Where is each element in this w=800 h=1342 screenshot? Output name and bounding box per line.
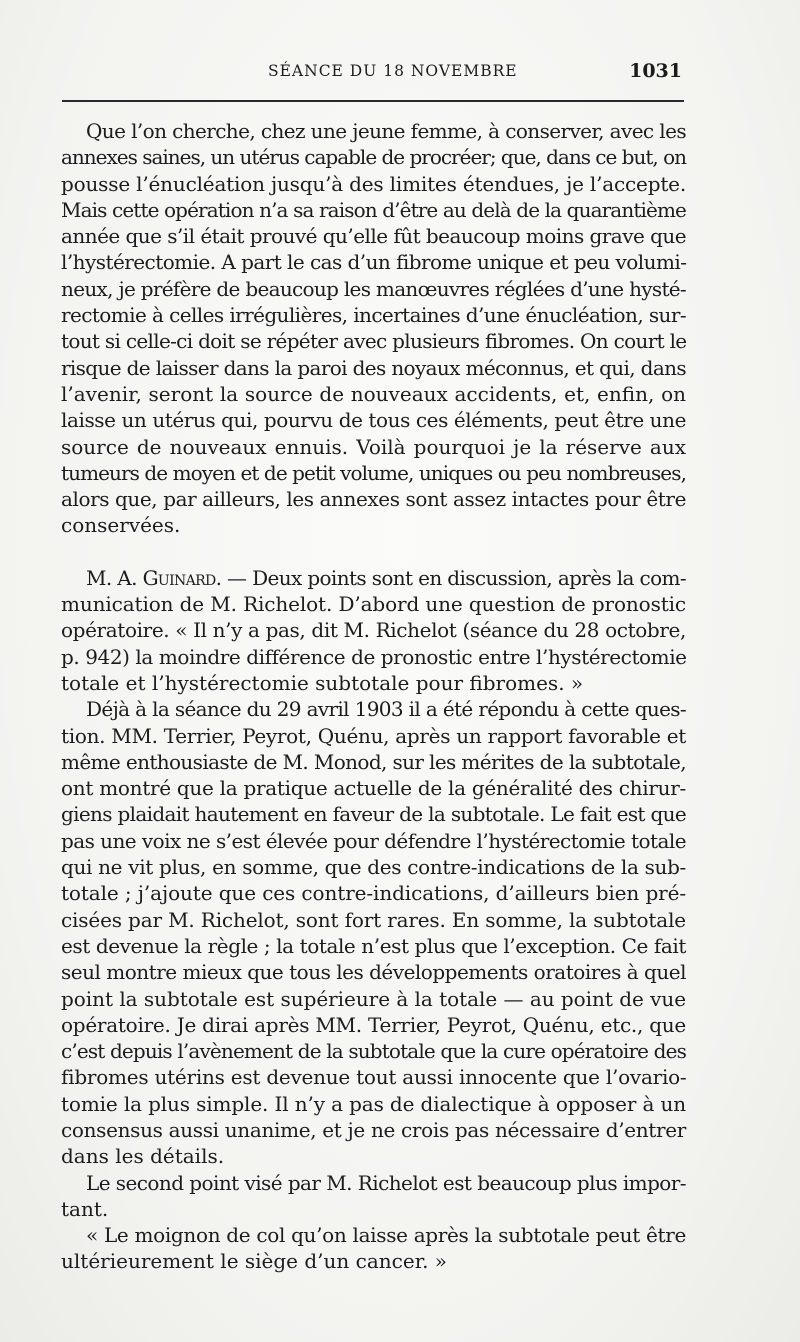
text-line: seul montre mieux que tous les développements oratoires à quel — [61, 960, 686, 985]
text-line: ultérieurement le siège d’un cancer. » — [61, 1249, 448, 1274]
page-number: 1031 — [629, 60, 682, 82]
paragraph-1 — [61, 118, 686, 539]
text-line: Le second point visé par M. Richelot est beaucoup plus impor- — [86, 1170, 686, 1195]
header-rule — [62, 100, 684, 102]
paragraph-2 — [61, 565, 686, 696]
text-line: c’est depuis l’avènement de la subtotale que la cure opératoire des — [61, 1039, 686, 1064]
text-line: point la subtotale est supérieure à la totale — au point de vue — [61, 986, 687, 1011]
text-line: source de nouveaux ennuis. Voilà pourquoi je la réserve aux — [61, 434, 686, 459]
text-line: l’avenir, seront la source de nouveaux accidents, et, enfin, on — [61, 381, 686, 406]
text-line: est devenue la règle ; la totale n’est plus que l’exception. Ce fait — [61, 933, 687, 958]
text-line: fibromes utérins est devenue tout aussi innocente que l’ovario- — [61, 1065, 687, 1090]
speaker-prefix: M. A. — [86, 565, 143, 590]
text-line: ont montré que la pratique actuelle de la généralité des chirur- — [61, 776, 686, 801]
text-line: munication de M. Richelot. D’abord une question de pronostic — [61, 592, 686, 617]
text-line: qui ne vit plus, en somme, que des contre-indications de la sub- — [61, 855, 686, 880]
text-line: risque de laisser dans la paroi des noyaux méconnus, et qui, dans — [61, 355, 687, 380]
text-line: pas une voix ne s’est élevée pour défendre l’hystérectomie totale — [61, 828, 686, 853]
text-line: rectomie à celles irrégulières, incertaines d’une énucléation, sur- — [61, 303, 686, 328]
text-line: giens plaidait hautement en faveur de la subtotale. Le fait est que — [61, 802, 686, 827]
text-line: laisse un utérus qui, pourvu de tous ces éléments, peut être une — [61, 408, 686, 433]
text-line: totale et l’hystérectomie subtotale pour fibromes. » — [61, 670, 584, 695]
text-line: tion. MM. Terrier, Peyrot, Quénu, après un rapport favorable et — [61, 723, 686, 748]
text-line: cisées par M. Richelot, sont fort rares. En somme, la subtotale — [61, 907, 686, 932]
text-line: tomie la plus simple. Il n’y a pas de dialectique à opposer à un — [61, 1091, 686, 1116]
paragraph-4 — [61, 1170, 686, 1223]
text-line: dans les détails. — [61, 1144, 225, 1169]
paragraph-5 — [61, 1222, 686, 1275]
text-line: alors que, par ailleurs, les annexes sont assez intactes pour être — [61, 487, 686, 512]
text-line: Que l’on cherche, chez une jeune femme, à conserver, avec les — [86, 119, 687, 143]
body-text — [61, 118, 686, 1275]
text-line: p. 942) la moindre différence de pronostic entre l’hystérectomie — [61, 644, 687, 669]
text-line: annexes saines, un utérus capable de procréer; que, dans ce but, on — [61, 145, 687, 170]
text-line: tant. — [61, 1196, 109, 1221]
text-line: neux, je préfère de beaucoup les manœuvres réglées d’une hysté- — [61, 276, 686, 301]
text-line: année que s’il était prouvé qu’elle fût beaucoup moins grave que — [61, 224, 686, 249]
text-line: Déjà à la séance du 29 avril 1903 il a été répondu à cette ques- — [86, 697, 686, 722]
text-line: tout si celle-ci doit se répéter avec plusieurs fibromes. On court le — [61, 329, 687, 354]
text-line: tumeurs de moyen et de petit volume, uniques ou peu nombreuses, — [61, 460, 687, 485]
text-line: Mais cette opération n’a sa raison d’être au delà de la quarantième — [61, 197, 686, 222]
text-line: « Le moignon de col qu’on laisse après la subtotale peut être — [86, 1223, 686, 1248]
text-line: opératoire. « Il n’y a pas, dit M. Richelot (séance du 28 octobre, — [61, 618, 686, 643]
text-line: conservées. — [61, 513, 181, 538]
text-line: l’hystérectomie. A part le cas d’un fibrome unique et peu volumi- — [61, 250, 687, 275]
running-head: SÉANCE DU 18 NOVEMBRE — [268, 62, 518, 80]
paragraph-3 — [61, 696, 686, 1169]
text-line: même enthousiaste de M. Monod, sur les mérites de la subtotale, — [61, 749, 686, 774]
text-line: pousse l’énucléation jusqu’à des limites étendues, je l’accepte. — [61, 171, 686, 196]
speaker-name: Guinard — [142, 565, 216, 590]
text-line: opératoire. Je dirai après MM. Terrier, Peyrot, Quénu, etc., que — [61, 1012, 686, 1037]
text-line — [61, 565, 686, 591]
paragraph-gap — [61, 539, 686, 565]
first-line-text: . — Deux points sont en discussion, après la com- — [215, 565, 686, 590]
text-line: consensus aussi unanime, et je ne crois pas nécessaire d’entrer — [61, 1117, 686, 1142]
page-header — [62, 60, 684, 90]
text-line: totale ; j’ajoute que ces contre-indications, d’ailleurs bien pré- — [61, 881, 686, 906]
